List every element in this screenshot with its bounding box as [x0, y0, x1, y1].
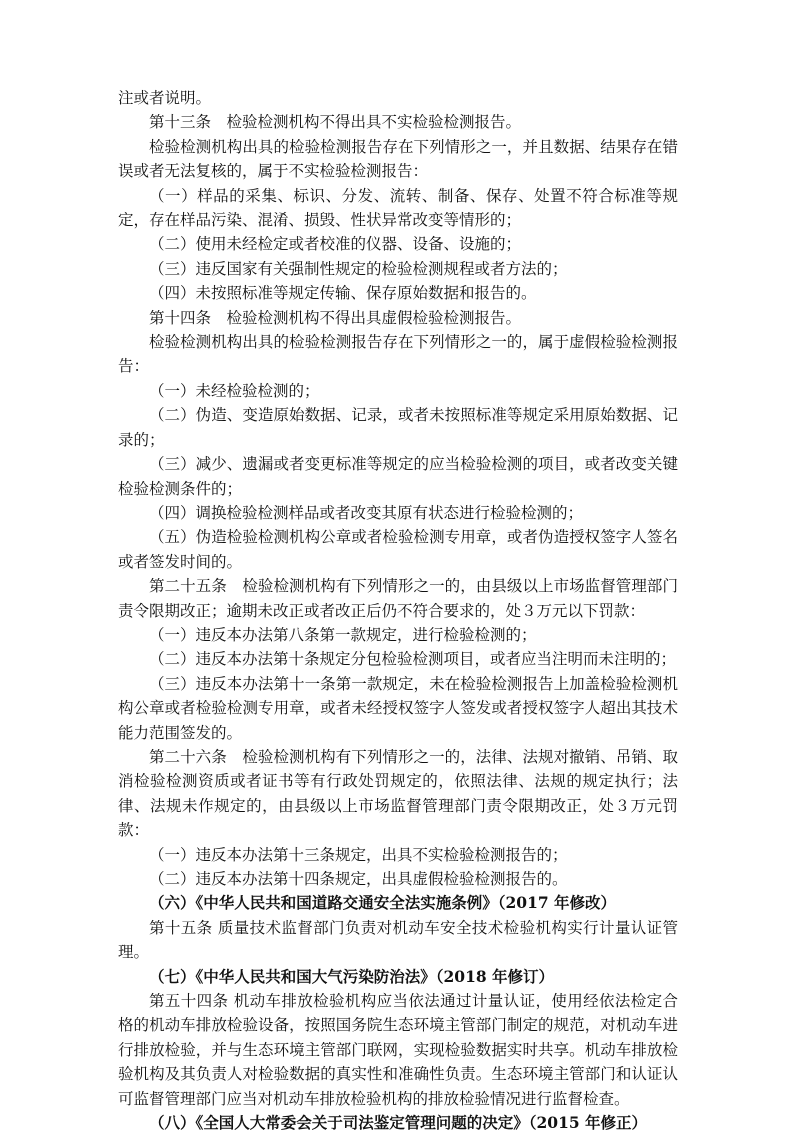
list-item: （一）未经检验检测的； — [149, 381, 320, 400]
list-item: （一）违反本办法第十三条规定，出具不实检验检测报告的； — [149, 845, 568, 864]
list-item: （三）违反国家有关强制性规定的检验检测规程或者方法的； — [149, 259, 568, 278]
list-item: （一）样品的采集、标识、分发、流转、制备、保存、处置不符合标准等规定，存在样品污染、混淆、损毁、性状异常改变等情形的； — [118, 186, 678, 230]
list-item: （二）违反本办法第十条规定分包检验检测项目，或者应当注明而未注明的； — [149, 650, 677, 669]
list-item: （五）伪造检验检测机构公章或者检验检测专用章，或者伪造授权签字人签名或者签发时间的。 — [118, 528, 678, 571]
article-14: 第十四条 检验检测机构不得出具虚假检验检测报告。 — [149, 308, 522, 327]
paragraph: 检验检测机构出具的检验检测报告存在下列情形之一的，属于虚假检验检测报告： — [118, 333, 678, 376]
article-54: 第五十四条 机动车排放检验机构应当依法通过计量认证，使用经依法检定合格的机动车排放检验设备，按照国务院生态环境主管部门制定的规范，对机动车进行排放检验，并与生态环境主管部门联网，实现检验数据实时共享。机动车排放检验机构及其负责人对检验数据的真实性和准确性负责。生态环境主管部门和认证认可监督管理部门应当对机动车排放检验机构的排放检验情况进行监督检查。 — [118, 992, 678, 1108]
section-heading: （七）《中华人民共和国大气污染防治法》（2018 年修订） — [149, 966, 555, 986]
paragraph: 注或者说明。 — [118, 89, 212, 107]
list-item: （四）未按照标准等规定传输、保存原始数据和报告的。 — [149, 284, 537, 303]
list-item: （四）调换检验检测样品或者改变其原有状态进行检验检测的； — [149, 503, 584, 522]
article-25: 第二十五条 检验检测机构有下列情形之一的，由县级以上市场监督管理部门责令限期改正；逾期未改正或者改正后仍不符合要求的，处３万元以下罚款： — [118, 577, 678, 620]
list-item: （三）减少、遗漏或者变更标准等规定的应当检验检测的项目，或者改变关键检验检测条件的； — [118, 455, 678, 498]
document-page — [118, 86, 678, 1135]
article-15: 第十五条 质量技术监督部门负责对机动车安全技术检验机构实行计量认证管理。 — [118, 918, 678, 962]
list-item: （一）违反本办法第八条第一款规定，进行检验检测的； — [149, 625, 537, 644]
paragraph: 检验检测机构出具的检验检测报告存在下列情形之一，并且数据、结果存在错误或者无法复核的，属于不实检验检测报告： — [118, 137, 678, 181]
list-item: （二）使用未经检定或者校准的仪器、设备、设施的； — [149, 235, 522, 254]
list-item: （二）伪造、变造原始数据、记录，或者未按照标准等规定采用原始数据、记录的； — [118, 406, 678, 449]
list-item: （二）违反本办法第十四条规定，出具虚假检验检测报告的。 — [149, 870, 568, 888]
section-heading: （六）《中华人民共和国道路交通安全法实施条例》（2017 年修改） — [149, 893, 617, 913]
article-26: 第二十六条 检验检测机构有下列情形之一的，法律、法规对撤销、吊销、取消检验检测资质或者证书等有行政处罚规定的，依照法律、法规的规定执行；法律、法规未作规定的，由县级以上市场监督管理部门责令限期改正，处３万元罚款： — [118, 747, 678, 840]
article-13: 第十三条 检验检测机构不得出具不实检验检测报告。 — [149, 113, 522, 132]
section-heading: （八）《全国人大常委会关于司法鉴定管理问题的决定》（2015 年修正） — [149, 1113, 648, 1133]
list-item: （三）违反本办法第十一条第一款规定，未在检验检测报告上加盖检验检测机构公章或者检验检测专用章，或者未经授权签字人签发或者授权签字人超出其技术能力范围签发的。 — [118, 674, 678, 742]
